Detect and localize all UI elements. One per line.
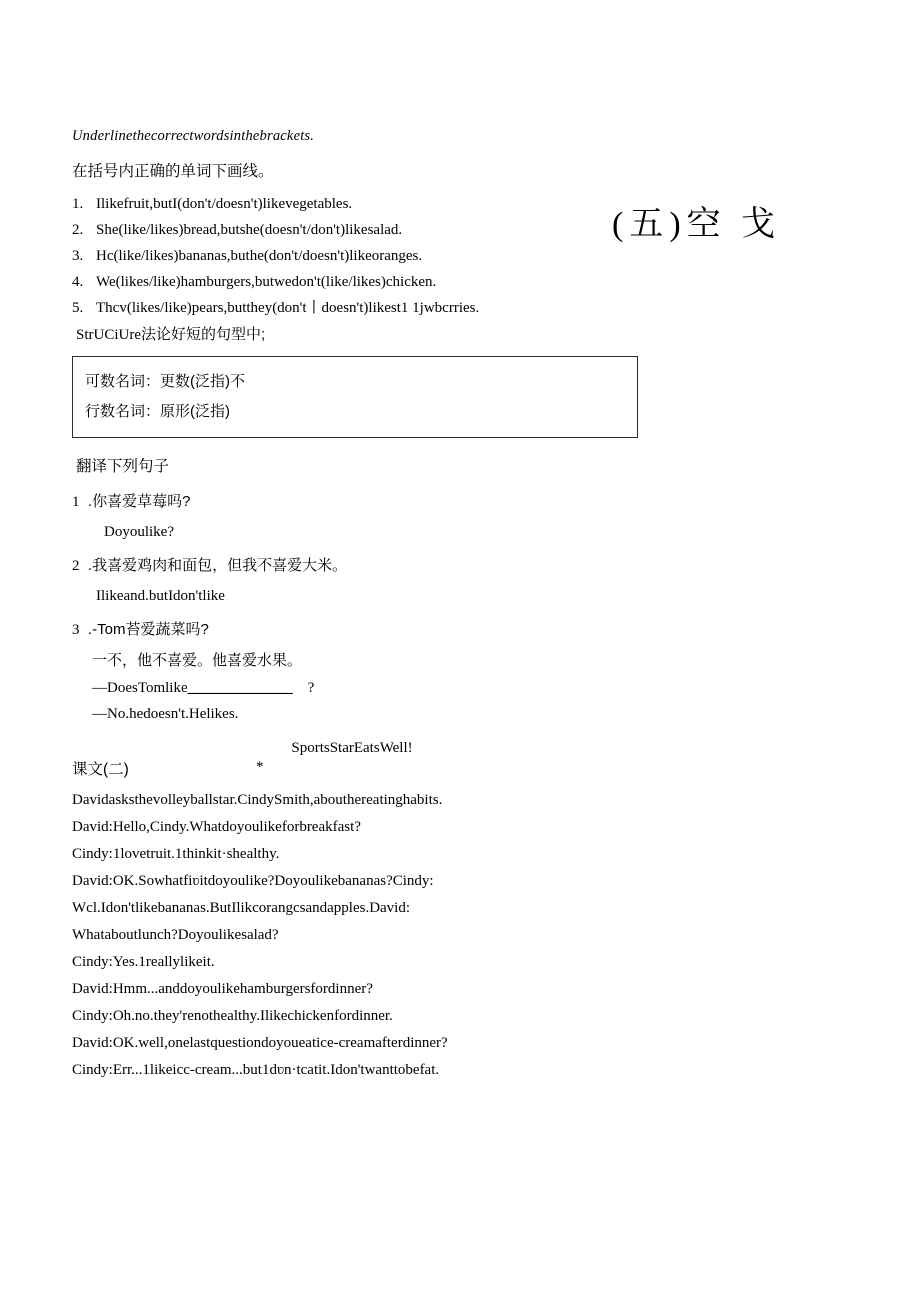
answer-prefix: —DoesTomlike xyxy=(92,680,188,696)
dialog-line: Whataboutlunch?Doyoulikesalad? xyxy=(72,927,279,943)
dialog-line: Wcl.Idon'tlikebananas.ButIlikcorangcsandapples.David: xyxy=(72,900,411,916)
translate-answer-line-1 xyxy=(92,676,852,700)
item-text: Thcv(likes/like)pears,butthey(don't丨doesn't)likest1 1jwbcrries. xyxy=(96,300,480,316)
item-number: 2. xyxy=(72,222,84,238)
item-text: We(likes/like)hamburgers,butwedon't(like/likes)chicken. xyxy=(96,274,437,290)
question-text: .-Tom苔爱蔬菜吗? xyxy=(88,621,209,638)
grammar-box-line-2: 行数名词：原形(泛指) xyxy=(85,403,230,420)
item-text: Ilikefruit,butI(don't/doesn't)likevegetables. xyxy=(96,196,353,212)
instruction-chinese: 在括号内正确的单词下画线。 xyxy=(72,163,274,180)
item-text: Hc(like/likes)bananas,buthe(don't/doesn't)likeoranges. xyxy=(96,248,423,264)
question-number: 3 xyxy=(72,622,80,638)
structure-note-latin: StrUCiUre xyxy=(76,327,141,343)
worksheet-content xyxy=(72,128,852,1084)
dialog-line: Cindy:Oh.no.they'renothealthy.Ilikechickenfordinner. xyxy=(72,1008,393,1024)
list-item xyxy=(72,217,852,243)
dialog-passage xyxy=(72,787,852,1084)
list-item xyxy=(72,295,852,321)
question-text: .你喜爱草莓吗? xyxy=(88,493,191,510)
dialog-line: David:Hmm...anddoyoulikehamburgersfordinner? xyxy=(72,981,373,997)
dialog-line: Cindy:Err...1likeicc-cream...but1dʋn·tcatit.Idon'twanttobefat. xyxy=(72,1062,440,1078)
question-number: 1 xyxy=(72,494,80,510)
structure-note-chinese: 法论好短的句型中; xyxy=(141,326,266,343)
exercise-list xyxy=(72,191,852,321)
dialog-line: Davidasksthevolleyballstar.CindySmith,abouthereatinghabits. xyxy=(72,792,443,808)
asterisk-marker: * xyxy=(256,759,264,775)
list-item xyxy=(72,191,852,217)
item-number: 4. xyxy=(72,274,84,290)
translate-item-3 xyxy=(72,618,852,726)
passage-title: SportsStarEatsWell! xyxy=(291,740,413,756)
dialog-line: David:OK.well,onelastquestiondoyoueatice-creamafterdinner? xyxy=(72,1035,448,1051)
translate-answer: Doyoulike? xyxy=(104,524,174,540)
answer-blank: ______________ xyxy=(187,680,293,696)
item-number: 3. xyxy=(72,248,84,264)
grammar-box-line-1: 可数名词：更数(泛指)不 xyxy=(85,373,245,390)
translate-heading: 翻译下列句子 xyxy=(76,458,170,475)
translate-answer: Ilikeand.butIdon'tlike xyxy=(96,588,225,604)
lesson-header xyxy=(72,757,852,781)
dialog-line: David:OK.Sowhatfiʋitdoyoulike?Doyoulikebananas?Cindy: xyxy=(72,873,434,889)
item-number: 5. xyxy=(72,300,84,316)
item-text: She(like/likes)bread,butshe(doesn't/don't)likesalad. xyxy=(96,222,403,238)
grammar-box xyxy=(72,356,638,438)
translate-item-2 xyxy=(72,554,852,608)
question-text: .我喜爱鸡肉和面包，但我不喜爱大米。 xyxy=(88,557,348,574)
structure-note xyxy=(76,323,852,344)
lesson-label: 课文(二) xyxy=(72,761,129,778)
translate-answer-line-2: —No.hedoesn't.Helikes. xyxy=(92,706,239,722)
question-number: 2 xyxy=(72,558,80,574)
translate-item-1 xyxy=(72,490,852,544)
list-item xyxy=(72,269,852,295)
translate-question xyxy=(72,618,852,642)
item-number: 1. xyxy=(72,196,84,212)
instruction-english: Underlinethecorrectwordsinthebrackets. xyxy=(72,128,315,144)
list-item xyxy=(72,243,852,269)
answer-suffix: ? xyxy=(307,680,315,696)
dialog-line: Cindy:Yes.1reallylikeit. xyxy=(72,954,215,970)
dialog-line: Cindy:1lovetruit.1thinkit·shealthy. xyxy=(72,846,280,862)
translate-question xyxy=(72,554,852,578)
translate-answer-chinese: 一不，他不喜爱。他喜爱水果。 xyxy=(92,652,303,669)
handwritten-corner-marking: (五)空 戈 xyxy=(612,206,782,243)
dialog-line: David:Hello,Cindy.Whatdoyoulikeforbreakfast? xyxy=(72,819,361,835)
translate-question xyxy=(72,490,852,514)
